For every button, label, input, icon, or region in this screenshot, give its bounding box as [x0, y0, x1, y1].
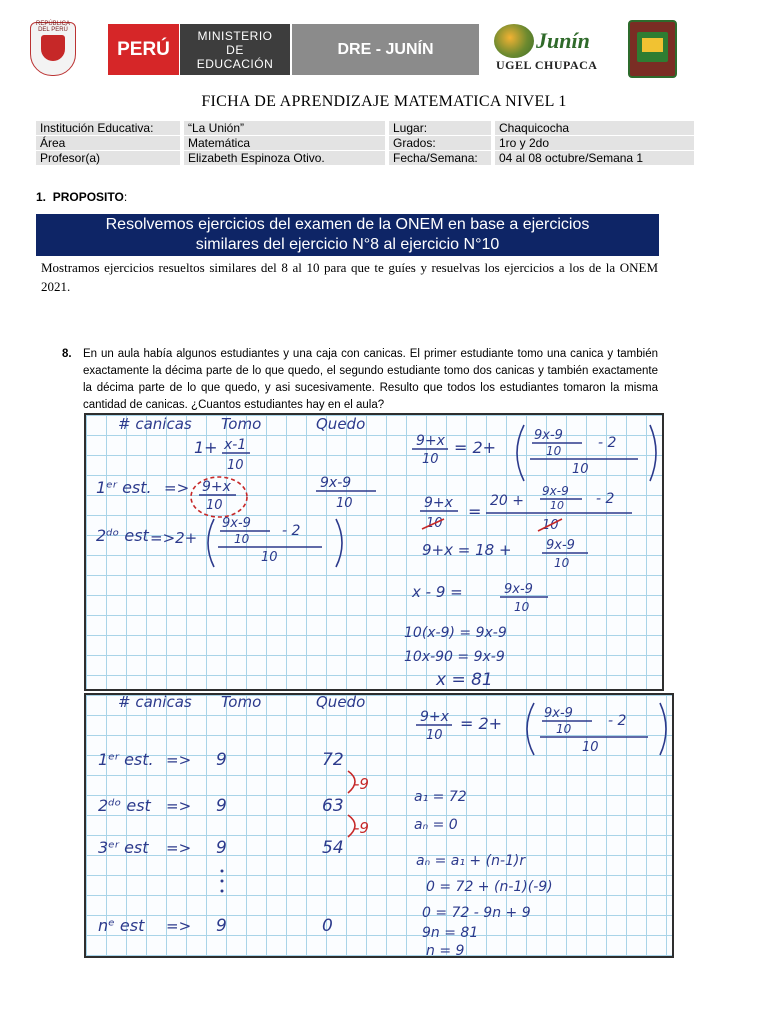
emblem-center-icon [642, 38, 663, 52]
paren-left [208, 519, 214, 567]
expr-a1: 9+x [420, 709, 449, 725]
info-value: Elizabeth Espinoza Otivo. [184, 151, 385, 166]
header-canicas: # canicas [118, 415, 192, 433]
section-heading [36, 190, 127, 204]
ellipsis-dot [221, 890, 224, 893]
difference-label: -9 [354, 819, 369, 837]
shield-emblem-icon [41, 35, 65, 61]
intro-paragraph: Mostramos ejercicios resueltos similares del 8 al 10 para que te guíes y resuelvas los ejercicios a los de la ONEM 2021. [41, 260, 658, 294]
section-number: 1. [36, 190, 47, 204]
expr-f5: 9x-9 [542, 484, 569, 498]
ellipsis-dot [221, 880, 224, 883]
solution-image-1 [84, 413, 664, 691]
page-title: FICHA DE APRENDIZAJE MATEMATICA NIVEL 1 [201, 93, 567, 110]
row-tomo: 9 [216, 838, 227, 858]
difference-label: -9 [354, 775, 369, 793]
section-colon: : [123, 190, 128, 204]
paren-right [650, 425, 656, 481]
expr-f1: 9+x [424, 495, 453, 511]
expr-f4: 20 + [490, 493, 524, 509]
expr-e3: = 2+ [454, 438, 497, 457]
info-value: Chaquicocha [495, 121, 694, 136]
peru-logo: PERÚ [108, 24, 179, 75]
banner-line-1: Resolvemos ejercicios del examen de la ONEM en base a ejercicios [105, 216, 590, 233]
header-tomo: Tomo [221, 415, 262, 433]
info-value: 1ro y 2do [495, 136, 694, 151]
row-label: 3ᵉʳ est [98, 838, 149, 857]
expr-b1: a₁ = 72 [414, 789, 467, 805]
row-label-1: 1ᵉʳ est. [96, 478, 152, 497]
expr-f3: = [468, 502, 482, 521]
expr-a3: = 2+ [460, 714, 503, 733]
banner-line-2: similares del ejercicio N°8 al ejercicio N°10 [195, 236, 500, 253]
expr-f7: - 2 [596, 491, 615, 507]
dre-junin-logo: DRE - JUNÍN [292, 24, 479, 75]
info-value: Matemática [184, 136, 385, 151]
section-label: PROPOSITO [52, 190, 124, 204]
expr-e1: 9+x [416, 433, 445, 449]
expr-a7: 10 [582, 740, 599, 755]
expr-h1: x - 9 = [412, 583, 463, 601]
row-arrow: => [166, 751, 192, 769]
expr-e5: 10 [546, 444, 562, 458]
expr-f8: 10 [542, 518, 559, 533]
info-key: Grados: [389, 136, 491, 151]
chupaca-emblem-logo [628, 20, 677, 78]
shield-label: REPÚBLICA DEL PERÚ [35, 21, 70, 33]
handwriting-2 [86, 695, 674, 958]
expr-c1: 9x-9 [320, 475, 352, 491]
row-label-2: 2ᵈᵒ est [96, 526, 149, 545]
ellipsis-dot [221, 870, 224, 873]
header-quedo: Quedo [316, 695, 366, 711]
expr-a6: - 2 [608, 713, 627, 729]
expr-c2: 10 [336, 496, 353, 511]
expr-i1: 10(x-9) = 9x-9 [404, 625, 507, 641]
ministry-line-2: DE [226, 42, 244, 57]
expr-d5: 10 [261, 550, 278, 565]
junin-word: Junín [536, 28, 590, 53]
row-tomo: 9 [216, 750, 227, 770]
ugel-label: UGEL CHUPACA [496, 58, 598, 72]
info-key: Lugar: [389, 121, 491, 136]
expr-b1: 9+x [202, 479, 231, 495]
ministry-line-1: MINISTERIO [197, 28, 273, 43]
expr-d4: - 2 [282, 523, 301, 539]
row-arrow: => [166, 917, 192, 935]
question-text: En un aula había algunos estudiantes y una caja con canicas. El primer estudiante tomo una canica y también exactamente la décima parte de lo que quedo, el segundo estudiante tomo dos canicas y también exactamente la décima parte de lo que quedo, y asi sucesivamente. Resulto que todos los estudiantes tomaron la misma cantidad de canicas. ¿Cuantos estudiantes hay en el aula? [83, 348, 658, 411]
solution-image-2 [84, 693, 674, 958]
purpose-banner [36, 214, 659, 256]
row-arrow: => [166, 839, 192, 857]
row-tomo: 9 [216, 796, 227, 816]
info-key: Institución Educativa: [36, 121, 180, 136]
info-row [36, 121, 694, 136]
expr-e6: - 2 [598, 435, 617, 451]
expr-f6: 10 [550, 499, 564, 512]
row-quedo: 63 [322, 796, 344, 816]
expr-d1: =>2+ [150, 529, 198, 547]
info-key: Fecha/Semana: [389, 151, 491, 166]
expr-a4: 9x-9 [544, 706, 573, 721]
question-number: 8. [62, 348, 72, 360]
expr-d3: 10 [234, 532, 250, 546]
expr-a3: 10 [227, 458, 244, 473]
expr-b2: 10 [206, 498, 223, 513]
expr-b4: 0 = 72 + (n-1)(-9) [426, 879, 553, 895]
expr-e7: 10 [572, 462, 589, 477]
question-8 [62, 346, 658, 414]
info-value: “La Unión” [184, 121, 385, 136]
expr-h3: 10 [514, 600, 530, 614]
info-value: 04 al 08 octubre/Semana 1 [495, 151, 694, 166]
ministry-logo [180, 24, 290, 75]
header-tomo: Tomo [221, 695, 262, 711]
expr-g3: 10 [554, 556, 570, 570]
row-tomo: 9 [216, 916, 227, 936]
row-arrow-1: => [164, 479, 190, 497]
expr-k1: x = 81 [436, 670, 493, 690]
row-label: 1ᵉʳ est. [98, 750, 154, 769]
peru-coat-of-arms-logo [30, 22, 76, 76]
paren-left [517, 425, 524, 481]
expr-a2: x-1 [224, 437, 247, 453]
expr-a5: 10 [556, 722, 572, 736]
expr-h2: 9x-9 [504, 582, 533, 597]
header-quedo: Quedo [316, 415, 366, 433]
paren-left [527, 703, 534, 755]
row-arrow: => [166, 797, 192, 815]
info-key: Profesor(a) [36, 151, 180, 166]
expr-e4: 9x-9 [534, 428, 563, 443]
info-row [36, 136, 694, 151]
row-quedo: 0 [322, 916, 333, 936]
row-label: nᵉ est [98, 916, 145, 935]
info-row [36, 151, 694, 166]
info-table [36, 121, 694, 166]
expr-b7: n = 9 [426, 943, 465, 959]
handwriting-1 [86, 415, 664, 691]
expr-e2: 10 [422, 452, 439, 467]
row-label: 2ᵈᵒ est [98, 796, 151, 815]
row-quedo: 72 [322, 750, 344, 770]
expr-g1: 9+x = 18 + [422, 541, 512, 559]
expr-b3: aₙ = a₁ + (n-1)r [416, 853, 526, 869]
ministry-line-3: EDUCACIÓN [196, 56, 274, 71]
ugel-junin-logo [494, 24, 616, 74]
paren-right [336, 519, 342, 567]
expr-f2: 10 [426, 516, 443, 531]
header-canicas: # canicas [118, 695, 192, 711]
expr-b6: 9n = 81 [422, 925, 479, 941]
info-key: Área [36, 136, 180, 151]
expr-b5: 0 = 72 - 9n + 9 [422, 905, 531, 921]
expr-g2: 9x-9 [546, 538, 575, 553]
expr-a1: 1+ [194, 438, 218, 457]
expr-j1: 10x-90 = 9x-9 [404, 649, 505, 665]
expr-b2: aₙ = 0 [414, 817, 458, 833]
junin-map-icon [494, 24, 534, 58]
expr-d2: 9x-9 [222, 516, 251, 531]
expr-a2: 10 [426, 728, 443, 743]
row-quedo: 54 [322, 838, 344, 858]
paren-right [660, 703, 666, 755]
